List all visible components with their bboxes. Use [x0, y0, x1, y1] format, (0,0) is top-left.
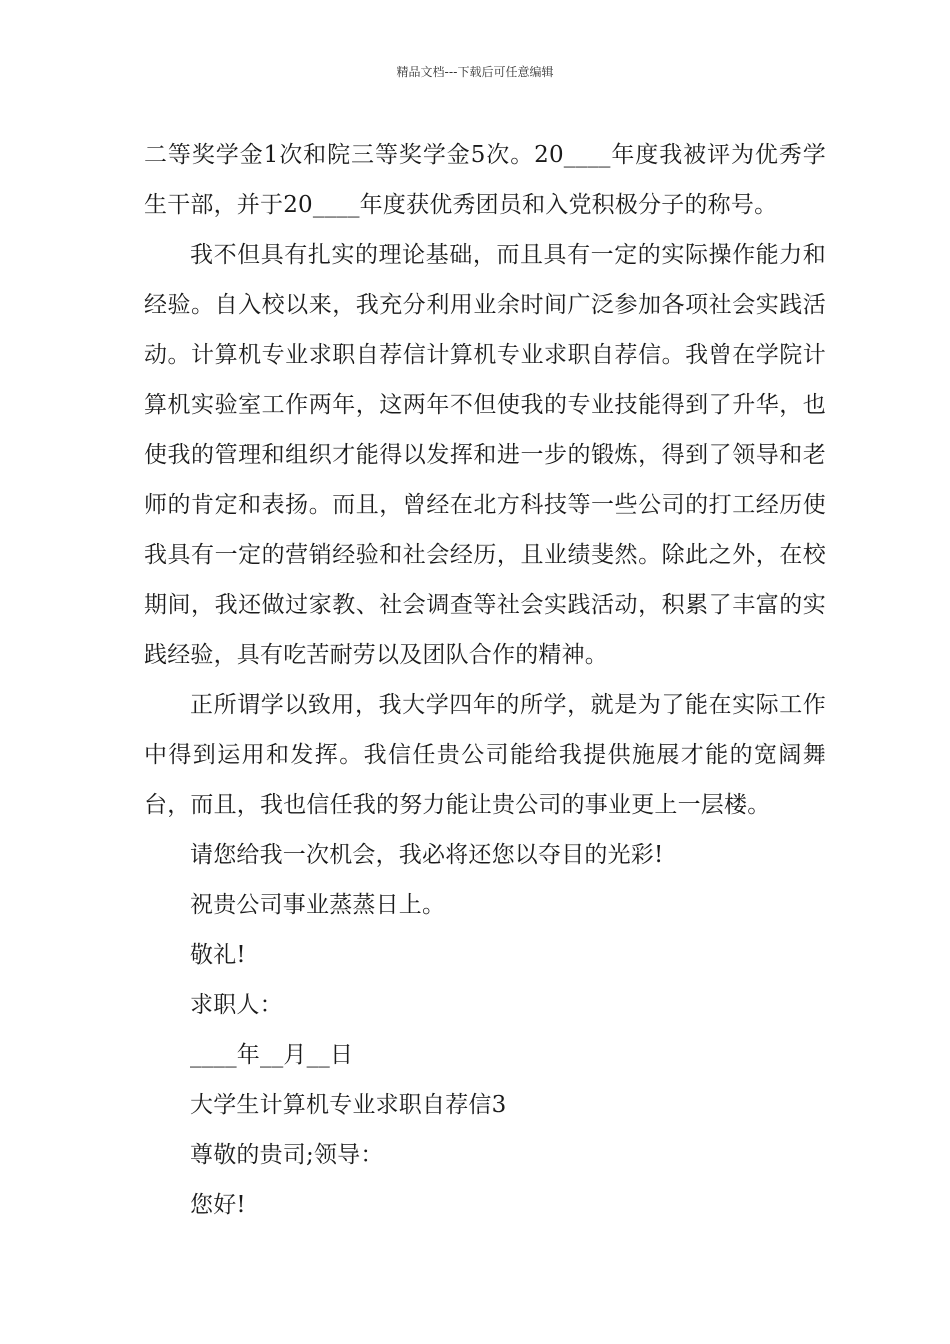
line-date: ____年__月__日: [190, 1042, 354, 1068]
line-wishes: 祝贵公司事业蒸蒸日上。: [190, 892, 446, 918]
line-salutation: 敬礼!: [190, 942, 246, 968]
paragraph-application: 正所谓学以致用，我大学四年的所学，就是为了能在实际工作中得到运用和发挥。我信任贵公司能给我提供施展才能的宽阔舞台，而且，我也信任我的努力能让贵公司的事业更上一层楼。: [144, 692, 826, 818]
line-request-chance: 请您给我一次机会，我必将还您以夺目的光彩!: [190, 842, 664, 868]
line-applicant: 求职人：: [190, 992, 283, 1018]
letter-body: [144, 130, 826, 1230]
line-section-title: 大学生计算机专业求职自荐信3: [190, 1092, 507, 1118]
line-addressee: 尊敬的贵司;领导：: [190, 1142, 384, 1168]
paragraph-continuation: 二等奖学金1次和院三等奖学金5次。20____年度我被评为优秀学生干部，并于20____年度获优秀团员和入党积极分子的称号。: [144, 142, 826, 218]
page-header: 精品文档---下载后可任意编辑: [396, 65, 554, 79]
paragraph-experience: 我不但具有扎实的理论基础，而且具有一定的实际操作能力和经验。自入校以来，我充分利用业余时间广泛参加各项社会实践活动。计算机专业求职自荐信计算机专业求职自荐信。我曾在学院计算机实验室工作两年，这两年不但使我的专业技能得到了升华，也使我的管理和组织才能得以发挥和进一步的锻炼，得到了领导和老师的肯定和表扬。而且，曾经在北方科技等一些公司的打工经历使我具有一定的营销经验和社会经历，且业绩斐然。除此之外，在校期间，我还做过家教、社会调查等社会实践活动，积累了丰富的实践经验，具有吃苦耐劳以及团队合作的精神。: [144, 242, 826, 668]
line-greeting: 您好!: [190, 1192, 246, 1218]
